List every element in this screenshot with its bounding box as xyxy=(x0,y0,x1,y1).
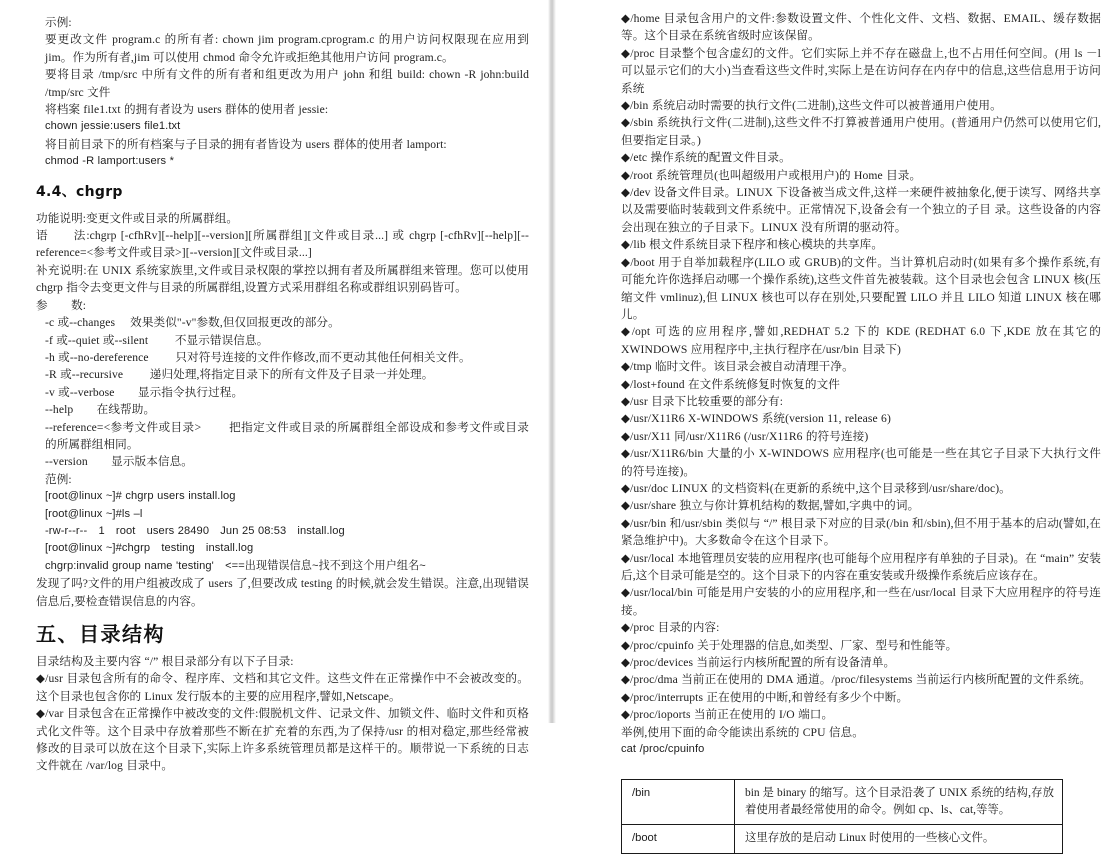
dir-item-proc-cpuinfo: ◆/proc/cpuinfo 关于处理器的信息,如类型、厂家、型号和性能等。 xyxy=(621,638,958,652)
example-label: 示例: xyxy=(45,16,72,29)
chgrp-example-line-5: chgrp:invalid group name 'testing' <==出现错误信息~找不到这个用户组名~ xyxy=(45,559,426,572)
chgrp-function-desc: 功能说明:变更文件或目录的所属群组。 xyxy=(36,211,239,225)
example-line-3: 将档案 file1.txt 的拥有者设为 users 群体的使用者 jessie: xyxy=(45,103,329,117)
dir-item-bin: ◆/bin 系统启动时需要的执行文件(二进制),这些文件可以被普通用户使用。 xyxy=(621,99,1002,113)
chgrp-example-line-2: [root@linux ~]#ls –l xyxy=(45,507,143,520)
dir-item-usr-x11: ◆/usr/X11 同/usr/X11R6 (/usr/X11R6 的符号连接) xyxy=(621,429,869,443)
dir-item-proc-devices: ◆/proc/devices 当前运行内核所配置的所有设备清单。 xyxy=(621,656,896,670)
dir-item-dev: ◆/dev 设备文件目录。LINUX 下设备被当成文件,这样一来硬件被抽象化,便于读写、网络共享以及需要临时装载到文件系统中。正常情况下,设备会有一个独立的子目 录。这些设备的内容会出现在独立的子目录下。LINUX 没有所谓的驱动符。 xyxy=(621,186,1101,234)
chgrp-example-label: 范例: xyxy=(45,472,72,486)
dir-item-usr-local: ◆/usr/local 本地管理员安装的应用程序(也可能每个应用程序有单独的子目录)。在 “main” 安装后,这个目录可能是空的。这个目录下的内容在重安装或升级操作系统后应该存在。 xyxy=(621,551,1101,582)
dir-item-lost-found: ◆/lost+found 在文件系统修复时恢复的文件 xyxy=(621,377,840,391)
dir-item-opt: ◆/opt 可选的应用程序,譬如,REDHAT 5.2 下的 KDE (REDHAT 6.0 下,KDE 放在其它的 XWINDOWS 应用程序中,主执行程序在/usr/bin 目录下) xyxy=(621,325,1101,356)
dir-item-usr-x11r6-bin: ◆/usr/X11R6/bin 大量的小 X-WINDOWS 应用程序(也可能是一些在其它子目录下大执行文件的符号连接)。 xyxy=(621,447,1101,478)
chgrp-example-line-1: [root@linux ~]# chgrp users install.log xyxy=(45,490,236,503)
chapter-heading-directory-structure: 五、目录结构 xyxy=(36,622,165,646)
left-page xyxy=(0,0,551,773)
right-page xyxy=(551,0,1112,845)
dir-item-lib: ◆/lib 根文件系统目录下程序和核心模块的共享库。 xyxy=(621,238,884,252)
dir-item-boot: ◆/boot 用于自举加载程序(LILO 或 GRUB)的文件。当计算机启动时(如果有多个操作系统,有可能允许你选择启动哪一个操作系统),这些文件首先被装载。这个目录也会包含 LINUX 核(压缩文件 vmlinuz),但 LINUX 核也可以存在别处,只要配置 LILO 并且 LILO 知道 LINUX 核在哪儿。 xyxy=(621,255,1101,321)
dir-item-root: ◆/root 系统管理员(也叫超级用户或根用户)的 Home 目录。 xyxy=(621,168,922,182)
dir-item-proc-ioports: ◆/proc/ioports 当前正在使用的 I/O 端口。 xyxy=(621,708,834,722)
chgrp-syntax-value: chgrp [-cfhRv][--help][--version][所属群组][文件或目录...] 或 chgrp [-cfhRv][--help][--reference=<参考文件或目录>][--version][文件或目录...] xyxy=(36,229,529,260)
dir-item-proc-interrupts: ◆/proc/interrupts 正在使用的中断,和曾经有多少个中断。 xyxy=(621,690,909,704)
chgrp-param-help: --help 在线帮助。 xyxy=(45,403,156,417)
example-line-5: 将目前目录下的所有档案与子目录的拥有者皆设为 users 群体的使用者 lamport: xyxy=(45,137,447,151)
dir-item-usr-share: ◆/usr/share 独立与你计算机结构的数据,譬如,字典中的词。 xyxy=(621,499,920,513)
chgrp-syntax xyxy=(36,227,529,262)
dir-item-proc-dma: ◆/proc/dma 当前正在使用的 DMA 通道。/proc/filesystems 当前运行内核所配置的文件系统。 xyxy=(621,673,1092,687)
section-heading-chgrp: 4.4、chgrp xyxy=(36,183,123,200)
example-line-1: 要更改文件 program.c 的所有者: chown jim program.cprogram.c 的用户访问权限现在应用到 jim。作为所有者,jim 可以使用 chmod 命令允许或拒绝其他用户访问 program.c。 xyxy=(45,33,529,64)
page-gutter-divider xyxy=(548,0,556,723)
dir-item-usr-doc: ◆/usr/doc LINUX 的文档资料(在更新的系统中,这个目录移到/usr/share/doc)。 xyxy=(621,481,1011,495)
chgrp-example-line-3: -rw-r--r-- 1 root users 28490 Jun 25 08:53 install.log xyxy=(45,524,345,537)
table-row xyxy=(622,780,1063,825)
dir-item-usr-local-bin: ◆/usr/local/bin 可能是用户安装的小的应用程序,和一些在/usr/local 目录下大应用程序的符号连接。 xyxy=(621,586,1101,617)
chgrp-example-line-4: [root@linux ~]#chgrp testing install.log xyxy=(45,542,254,555)
dir-item-proc: ◆/proc 目录整个包含虚幻的文件。它们实际上并不存在磁盘上,也不占用任何空间。(用 ls －l 可以显示它们的大小)当查看这些文件时,实际上是在访问存在内存中的信息,这些信息用于访问系统 xyxy=(621,46,1101,95)
dir-item-proc-contents: ◆/proc 目录的内容: xyxy=(621,621,720,635)
chgrp-param-R: -R 或--recursive 递归处理,将指定目录下的所有文件及子目录一并处理。 xyxy=(45,368,434,382)
table-cell-key: /bin xyxy=(622,780,735,825)
chgrp-param-h: -h 或--no-dereference 只对符号连接的文件作修改,而不更动其他任何相关文件。 xyxy=(45,350,471,364)
dir-item-usr-x11r6: ◆/usr/X11R6 X-WINDOWS 系统(version 11, release 6) xyxy=(621,412,891,426)
directory-table xyxy=(621,779,1063,854)
dir-item-etc: ◆/etc 操作系统的配置文件目录。 xyxy=(621,151,791,165)
dir-item-tmp: ◆/tmp 临时文件。该目录会被自动清理干净。 xyxy=(621,360,854,374)
chgrp-param-version: --version 显示版本信息。 xyxy=(45,455,193,469)
table-cell-desc: bin 是 binary 的缩写。这个目录沿袭了 UNIX 系统的结构,存放着使用者最经常使用的命令。例如 cp、ls、cat,等等。 xyxy=(735,780,1063,825)
example-line-6: chmod -R lamport:users * xyxy=(45,155,175,168)
dir-item-usr: ◆/usr 目录包含所有的命令、程序库、文档和其它文件。这些文件在正常操作中不会被改变的。这个目录也包含你的 Linux 发行版本的主要的应用程序,譬如,Netscape。 xyxy=(36,672,529,703)
dir-item-usr-bin-sbin: ◆/usr/bin 和/usr/sbin 类似与 “/” 根目录下对应的目录(/bin 和/sbin),但不用于基本的启动(譬如,在紧急维护中)。大多数命令在这个目录下。 xyxy=(621,516,1101,548)
right-page-text-column xyxy=(621,0,1101,854)
left-page-text-column xyxy=(36,0,529,775)
dir-item-var: ◆/var 目录包含在正常操作中被改变的文件:假脱机文件、记录文件、加锁文件、临时文件和页格式化文件等。这个目录中存放着那些不断在扩充着的东西,为了保持/usr 的相对稳定,那些经常被修改的目录可以放在这个目录下,实际上许多系统管理员都是这样干的。顺带说一下系统的日志文件就在 /var/log 目录中。 xyxy=(36,707,529,773)
table-cell-desc: 这里存放的是启动 Linux 时使用的一些核心文件。 xyxy=(735,825,1063,854)
example-command: cat /proc/cpuinfo xyxy=(621,743,705,756)
example-line-4: chown jessie:users file1.txt xyxy=(45,120,181,133)
dir-item-home: ◆/home 目录包含用户的文件:参数设置文件、个性化文件、文档、数据、EMAIL、缓存数据等。这个目录在系统省级时应该保留。 xyxy=(621,12,1101,43)
chgrp-supplement: 补充说明:在 UNIX 系统家族里,文件或目录权限的掌控以拥有者及所属群组来管理。您可以使用 chgrp 指令去变更文件与目录的所属群组,设置方式采用群组名称或群组识别码皆可。 xyxy=(36,263,529,295)
table-cell-key: /boot xyxy=(622,825,735,854)
table-row xyxy=(622,825,1063,854)
chgrp-closing-note: 发现了吗?文件的用户组被改成了 users 了,但要改成 testing 的时候,就会发生错误。注意,出现错误信息后,要检查错误信息的内容。 xyxy=(36,577,529,608)
chgrp-param-c: -c 或--changes 效果类似"-v"参数,但仅回报更改的部分。 xyxy=(45,316,340,330)
example-note: 举例,使用下面的命令能读出系统的 CPU 信息。 xyxy=(621,725,864,739)
chgrp-syntax-label: 语 法: xyxy=(36,229,90,243)
example-line-2: 要将目录 /tmp/src 中所有文件的所有者和组更改为用户 john 和组 build: chown -R john:build /tmp/src 文件 xyxy=(45,68,529,99)
dir-item-sbin: ◆/sbin 系统执行文件(二进制),这些文件不打算被普通用户使用。(普通用户仍然可以使用它们,但要指定目录。) xyxy=(621,116,1101,147)
chgrp-param-reference: --reference=<参考文件或目录> 把指定文件或目录的所属群组全部设成和参考文件或目录的所属群组相同。 xyxy=(45,420,529,451)
dir-intro: 目录结构及主要内容 “/” 根目录部分有以下子目录: xyxy=(36,655,294,668)
dir-item-usr-important: ◆/usr 目录下比较重要的部分有: xyxy=(621,394,784,408)
chgrp-param-f: -f 或--quiet 或--silent 不显示错误信息。 xyxy=(45,333,269,347)
chgrp-param-v: -v 或--verbose 显示指令执行过程。 xyxy=(45,385,244,399)
chgrp-params-label: 参 数: xyxy=(36,298,87,312)
